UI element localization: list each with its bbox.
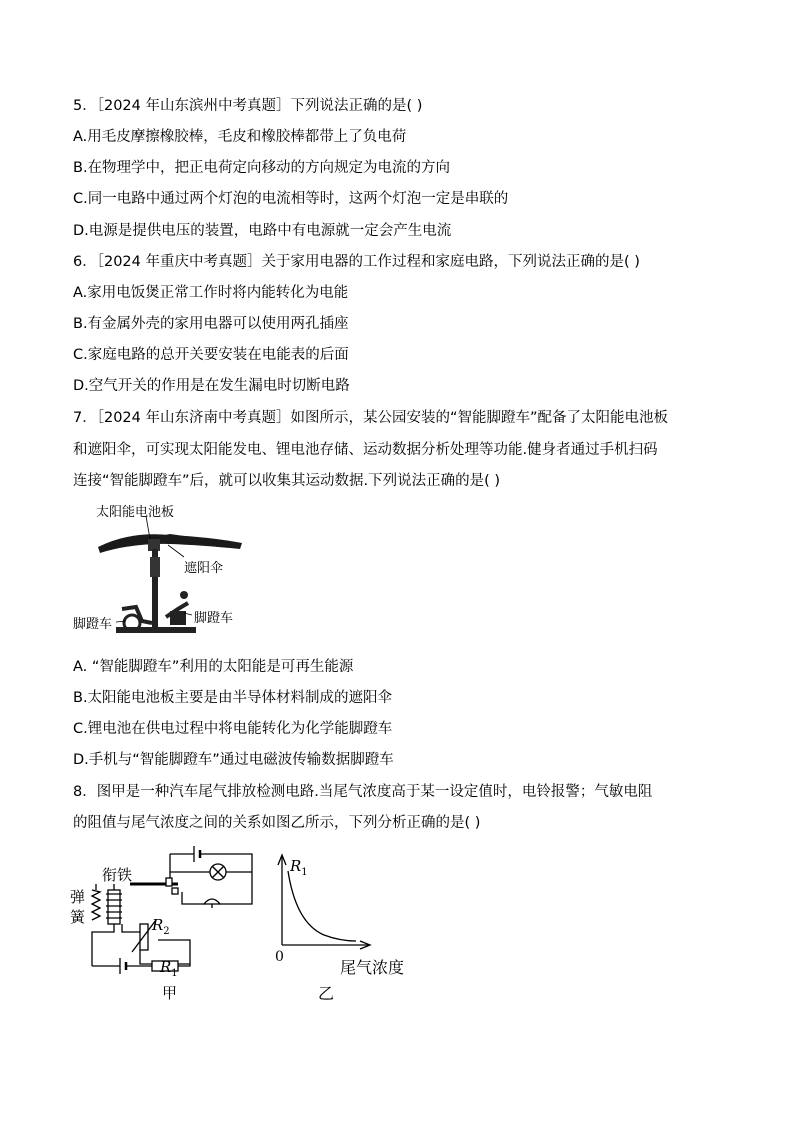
q5-stem: 5．［2024 年山东滨州中考真题］下列说法正确的是( ) [73, 98, 423, 114]
q6-option-b: B.有金属外壳的家用电器可以使用两孔插座 [73, 316, 349, 332]
solar-panel-label: 太阳能电池板 [96, 505, 175, 520]
q6-option-d: D.空气开关的作用是在发生漏电时切断电路 [73, 378, 350, 394]
q7-option-d: D.手机与“智能脚蹬车”通过电磁波传输数据脚蹬车 [73, 752, 394, 768]
umbrella-label: 遮阳伞 [184, 561, 224, 576]
q7-option-a: A. “智能脚蹬车”利用的太阳能是可再生能源 [73, 659, 354, 675]
r1-label: $R_1$ [160, 958, 178, 979]
r2-label: $R_2$ [152, 916, 170, 937]
q8-stem-line-2: 的阻值与尾气浓度之间的关系如图乙所示，下列分析正确的是( ) [73, 815, 481, 831]
spring-label-2: 簧 [70, 908, 86, 926]
q5-option-c: C.同一电路中通过两个灯泡的电流相等时，这两个灯泡一定是串联的 [73, 191, 509, 207]
origin-label: 0 [275, 949, 284, 965]
spring-label-1: 弹 [70, 888, 86, 906]
q5-option-a: A.用毛皮摩擦橡胶棒，毛皮和橡胶棒都带上了负电荷 [73, 129, 407, 145]
q6-option-c: C.家庭电路的总开关要安装在电能表的后面 [73, 347, 349, 363]
q7-option-b: B.太阳能电池板主要是由半导体材料制成的遮阳伞 [73, 690, 393, 706]
x-axis-label: 尾气浓度 [340, 958, 405, 977]
q6-option-a: A.家用电饭煲正常工作时将内能转化为电能 [73, 285, 349, 301]
q7-figure [70, 497, 270, 647]
left-bike-label: 脚蹬车 [73, 617, 113, 632]
q5-option-b: B.在物理学中，把正电荷定向移动的方向规定为电流的方向 [73, 160, 451, 176]
y-axis-label: $R_1$ [290, 857, 308, 878]
armature-label: 衔铁 [102, 866, 133, 884]
right-bike-label: 脚蹬车 [194, 611, 234, 626]
q7-stem-line-3: 连接“智能脚蹬车”后，就可以收集其运动数据.下列说法正确的是( ) [73, 473, 501, 489]
q8-figure-yi [270, 845, 420, 1005]
figure-jia-caption: 甲 [162, 984, 178, 1002]
q7-option-c: C.锂电池在供电过程中将电能转化为化学能脚蹬车 [73, 721, 393, 737]
q7-stem-line-1: 7．［2024 年山东济南中考真题］如图所示，某公园安装的“智能脚蹬车”配备了太阳能电池板 [73, 410, 669, 426]
q5-option-d: D.电源是提供电压的装置，电路中有电源就一定会产生电流 [73, 223, 452, 239]
q8-figure-jia [70, 840, 260, 1005]
q8-stem-line-1: 8．图甲是一种汽车尾气排放检测电路.当尾气浓度高于某一设定值时，电铃报警；气敏电阻 [73, 784, 653, 800]
figure-yi-caption: 乙 [318, 984, 335, 1003]
q7-stem-line-2: 和遮阳伞，可实现太阳能发电、锂电池存储、运动数据分析处理等功能.健身者通过手机扫码 [73, 442, 658, 458]
q6-stem: 6．［2024 年重庆中考真题］关于家用电器的工作过程和家庭电路，下列说法正确的是( ) [73, 254, 640, 270]
